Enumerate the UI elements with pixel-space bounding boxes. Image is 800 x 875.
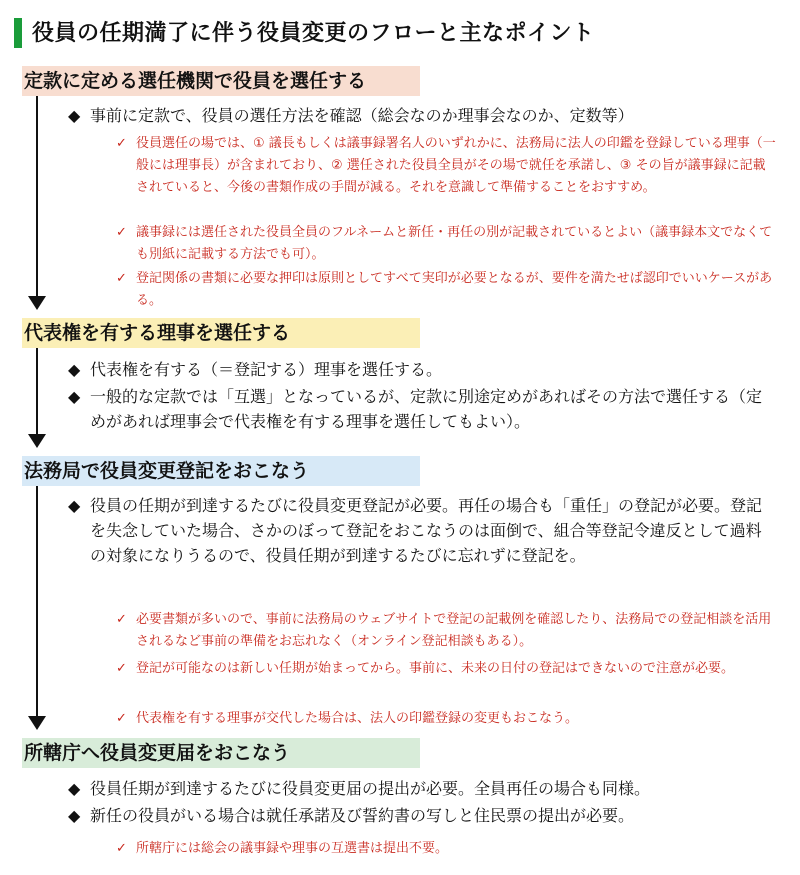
flow-line-2 (36, 348, 38, 434)
step-4-bullet-1: ◆ 役員任期が到達するたびに役員変更届の提出が必要。全員再任の場合も同様。 (68, 776, 770, 801)
flow-line-1 (36, 96, 38, 296)
step-1-heading: 定款に定める選任機関で役員を選任する (22, 66, 420, 96)
check-icon: ✓ (116, 612, 127, 627)
step-1-bullet-1: ◆ 事前に定款で、役員の選任方法を確認（総会なのか理事会なのか、定数等） (68, 103, 770, 128)
step-1-note-2: ✓ 議事録には選任された役員全員のフルネームと新任・再任の別が記載されているとよい（議事録本文でなくても別紙に記載する方法でも可）。 (116, 222, 776, 266)
step-2-bullet-1: ◆ 代表権を有する（＝登記する）理事を選任する。 (68, 357, 770, 382)
check-icon: ✓ (116, 225, 127, 240)
diamond-bullet-icon: ◆ (68, 106, 81, 125)
step-4-note-1: ✓ 所轄庁には総会の議事録や理事の互選書は提出不要。 (116, 838, 776, 860)
page-title: 役員の任期満了に伴う役員変更のフローと主なポイント (32, 21, 595, 46)
title-accent-bar (14, 18, 22, 48)
check-icon: ✓ (116, 841, 127, 856)
flow-arrow-1 (28, 296, 46, 310)
check-icon: ✓ (116, 711, 127, 726)
step-3-bullet-1: ◆ 役員の任期が到達するたびに役員変更登記が必要。再任の場合も「重任」の登記が必要。登記を失念していた場合、さかのぼって登記をおこなうのは面倒で、組合等登記令違反として過料の対象になりうるので、役員任期が到達するたびに忘れずに登記を。 (68, 493, 770, 568)
step-2-bullet-2: ◆ 一般的な定款では「互選」となっているが、定款に別途定めがあればその方法で選任する（定めがあれば理事会で代表権を有する理事を選任してもよい）。 (68, 384, 770, 434)
flow-arrow-2 (28, 434, 46, 448)
step-4-bullet-2: ◆ 新任の役員がいる場合は就任承諾及び誓約書の写しと住民票の提出が必要。 (68, 803, 770, 828)
step-2-heading: 代表権を有する理事を選任する (22, 318, 420, 348)
check-icon: ✓ (116, 136, 127, 151)
step-4-heading: 所轄庁へ役員変更届をおこなう (22, 738, 420, 768)
step-3-heading: 法務局で役員変更登記をおこなう (22, 456, 420, 486)
step-3-note-2: ✓ 登記が可能なのは新しい任期が始まってから。事前に、未来の日付の登記はできないので注意が必要。 (116, 658, 776, 680)
check-icon: ✓ (116, 661, 127, 676)
flow-arrow-3 (28, 716, 46, 730)
diamond-bullet-icon: ◆ (68, 387, 81, 406)
diamond-bullet-icon: ◆ (68, 496, 81, 515)
diamond-bullet-icon: ◆ (68, 360, 81, 379)
check-icon: ✓ (116, 271, 127, 286)
step-1-note-3: ✓ 登記関係の書類に必要な押印は原則としてすべて実印が必要となるが、要件を満たせば認印でいいケースがある。 (116, 268, 776, 312)
diamond-bullet-icon: ◆ (68, 779, 81, 798)
step-1-note-1: ✓ 役員選任の場では、① 議長もしくは議事録署名人のいずれかに、法務局に法人の印鑑を登録している理事（一般には理事長）が含まれており、② 選任された役員全員がその場で就任を承諾し、③ その旨が議事録に記載されていると、今後の書類作成の手間が減る。それを意識して準備することをおすすめ。 (116, 133, 776, 199)
step-3-note-1: ✓ 必要書類が多いので、事前に法務局のウェブサイトで登記の記載例を確認したり、法務局での登記相談を活用されるなど事前の準備をお忘れなく（オンライン登記相談もある）。 (116, 609, 776, 653)
step-3-note-3: ✓ 代表権を有する理事が交代した場合は、法人の印鑑登録の変更もおこなう。 (116, 708, 776, 730)
diamond-bullet-icon: ◆ (68, 806, 81, 825)
flow-line-3 (36, 486, 38, 716)
